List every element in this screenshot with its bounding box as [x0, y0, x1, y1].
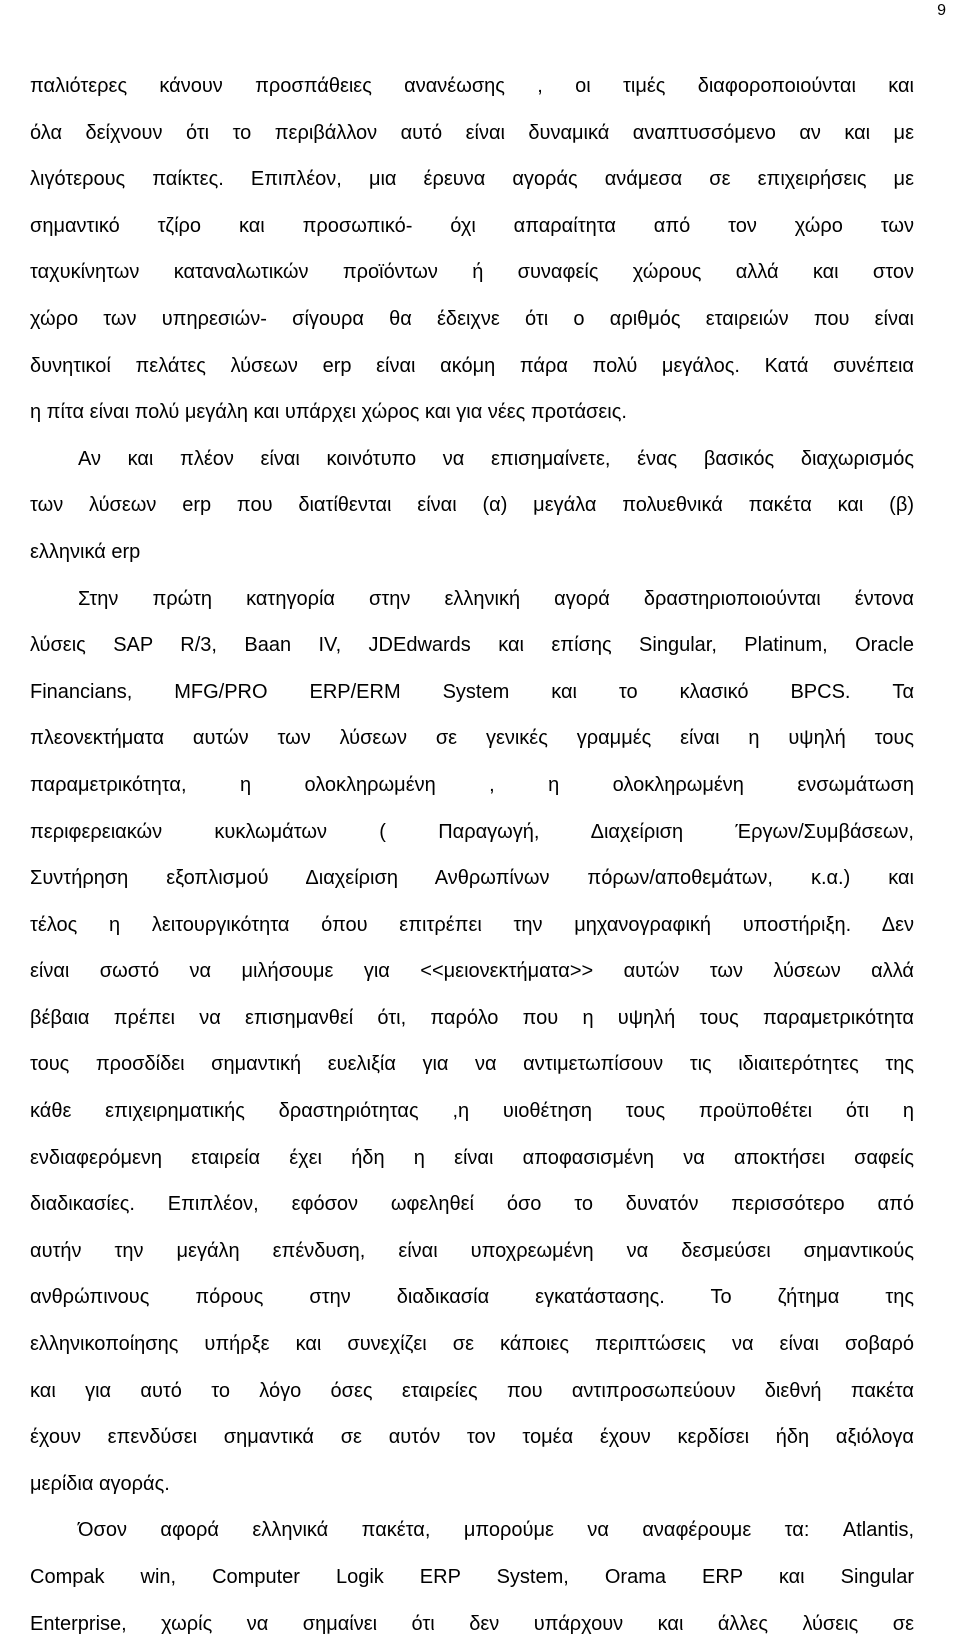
text-line: παραμετρικότητα, η ολοκληρωμένη , η ολοκληρωμένη ενσωμάτωση — [30, 773, 914, 796]
text-line: περιφερειακών κυκλωμάτων ( Παραγωγή, Διαχείριση Έργων/Συμβάσεων, — [30, 820, 914, 843]
text-line: Αν και πλέον είναι κοινότυπο να επισημαίνετε, ένας βασικός διαχωρισμός — [78, 447, 914, 470]
paragraph — [30, 1507, 914, 1647]
paragraph — [30, 63, 914, 436]
text-line: δυνητικοί πελάτες λύσεων erp είναι ακόμη πάρα πολύ μεγάλος. Κατά συνέπεια — [30, 354, 914, 377]
text-line: διαδικασίες. Επιπλέον, εφόσον ωφεληθεί όσο το δυνατόν περισσότερο από — [30, 1193, 914, 1216]
paragraph — [30, 576, 914, 1508]
text-line: έχουν επενδύσει σημαντικά σε αυτόν τον τομέα έχουν κερδίσει ήδη αξιόλογα — [30, 1426, 914, 1449]
page-number: 9 — [937, 2, 946, 19]
text-line: τους προσδίδει σημαντική ευελιξία για να αντιμετωπίσουν τις ιδιαιτερότητες της — [30, 1053, 914, 1076]
text-line: Enterprise, χωρίς να σημαίνει ότι δεν υπάρχουν και άλλες λύσεις σε — [30, 1612, 914, 1635]
text-line: βέβαια πρέπει να επισημανθεί ότι, παρόλο που η υψηλή τους παραμετρικότητα — [30, 1006, 914, 1029]
text-line: χώρο των υπηρεσιών- σίγουρα θα έδειχνε ότι ο αριθμός εταιρειών που είναι — [30, 307, 914, 330]
text-line: όλα δείχνουν ότι το περιβάλλον αυτό είναι δυναμικά αναπτυσσόμενο αν και με — [30, 121, 914, 144]
text-line: ανθρώπινους πόρους στην διαδικασία εγκατάστασης. Το ζήτημα της — [30, 1286, 914, 1309]
text-line: Compak win, Computer Logik ERP System, Orama ERP και Singular — [30, 1566, 914, 1588]
text-line: λιγότερους παίκτες. Επιπλέον, μια έρευνα αγοράς ανάμεσα σε επιχειρήσεις με — [30, 168, 914, 191]
text-line: ταχυκίνητων καταναλωτικών προϊόντων ή συναφείς χώρους αλλά και στον — [30, 261, 914, 284]
text-line: λύσεις SAP R/3, Baan IV, JDEdwards και επίσης Singular, Platinum, Oracle — [30, 634, 914, 657]
text-line: σημαντικό τζίρο και προσωπικό- όχι απαραίτητα από τον χώρο των — [30, 214, 914, 237]
text-line: Συντήρηση εξοπλισμού Διαχείριση Ανθρωπίνων πόρων/αποθεμάτων, κ.α.) και — [30, 867, 914, 890]
text-line: ελληνικοποίησης υπήρξε και συνεχίζει σε κάποιες περιπτώσεις να είναι σοβαρό — [30, 1333, 914, 1356]
text-line: Όσον αφορά ελληνικά πακέτα, μπορούμε να αναφέρουμε τα: Atlantis, — [78, 1519, 914, 1542]
paragraph — [30, 436, 914, 576]
text-line: κάθε επιχειρηματικής δραστηριότητας ,η υιοθέτηση τους προϋποθέτει ότι η — [30, 1100, 914, 1123]
text-line: παλιότερες κάνουν προσπάθειες ανανέωσης , οι τιμές διαφοροποιούνται και — [30, 75, 914, 97]
text-line: είναι σωστό να μιλήσουμε για <<μειονεκτήματα>> αυτών των λύσεων αλλά — [30, 960, 914, 983]
text-line: των λύσεων erp που διατίθενται είναι (α) μεγάλα πολυεθνικά πακέτα και (β) — [30, 494, 914, 517]
text-line: Financians, MFG/PRO ERP/ERM System και το κλασικό BPCS. Τα — [30, 680, 914, 703]
text-line: αυτήν την μεγάλη επένδυση, είναι υποχρεωμένη να δεσμεύσει σημαντικούς — [30, 1239, 914, 1262]
text-line: η πίτα είναι πολύ μεγάλη και υπάρχει χώρος και για νέες προτάσεις. — [30, 401, 627, 424]
text-line: ενδιαφερόμενη εταιρεία έχει ήδη η είναι αποφασισμένη να αποκτήσει σαφείς — [30, 1146, 914, 1169]
text-line: ελληνικά erp — [30, 540, 141, 563]
text-line: και για αυτό το λόγο όσες εταιρείες που αντιπροσωπεύουν διεθνή πακέτα — [30, 1379, 914, 1402]
document-body — [30, 63, 914, 1647]
text-line: πλεονεκτήματα αυτών των λύσεων σε γενικές γραμμές είναι η υψηλή τους — [30, 727, 914, 750]
text-line: Στην πρώτη κατηγορία στην ελληνική αγορά δραστηριοποιούνται έντονα — [78, 587, 914, 610]
text-line: τέλος η λειτουργικότητα όπου επιτρέπει την μηχανογραφική υποστήριξη. Δεν — [30, 913, 914, 936]
text-line: μερίδια αγοράς. — [30, 1472, 170, 1495]
